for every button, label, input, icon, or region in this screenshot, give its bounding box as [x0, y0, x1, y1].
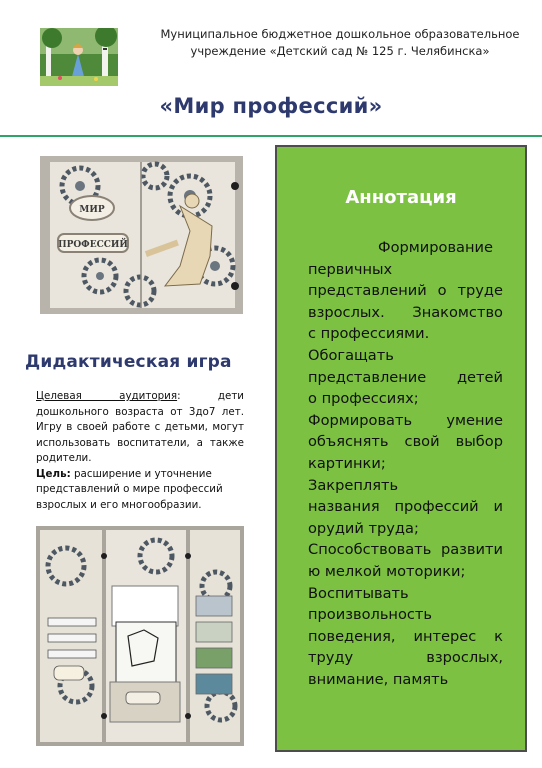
goal-paragraph: [36, 467, 244, 514]
annotation-line: внимание, память: [308, 670, 449, 688]
annotation-title: Аннотация: [345, 187, 457, 208]
annotation-line: взрослых. Знакомство: [308, 303, 503, 321]
annotation-line: представление детей: [308, 368, 503, 386]
game-open-photo: [36, 526, 244, 746]
annotation-line: картинки;: [308, 454, 386, 472]
game-description: [36, 389, 244, 513]
annotation-line: Способствовать развити: [308, 541, 503, 559]
annotation-line: орудий труда;: [308, 519, 419, 537]
cover-plate-text-2: ПРОФЕССИЙ: [58, 240, 128, 250]
annotation-line: Закреплять: [308, 476, 399, 494]
annotation-line: названия профессий и: [308, 498, 503, 516]
annotation-line: Формировать умение: [308, 411, 503, 429]
annotation-line: о профессиях;: [308, 390, 419, 408]
goal-text: расширение и уточнение представлений о мире профессий взрослых и его многообразии.: [36, 467, 223, 511]
annotation-line: труду взрослых,: [308, 649, 503, 667]
annotation-box: [275, 145, 527, 752]
cover-plate-text-1: МИР: [79, 205, 105, 215]
organization-line-2: учреждение «Детский сад № 125 г. Челябинска»: [190, 44, 490, 58]
game-heading: Дидактическая игра: [25, 352, 232, 372]
annotation-line: Обогащать: [308, 346, 394, 364]
audience-paragraph: [36, 389, 244, 467]
annotation-line: объяснять свой выбор: [308, 433, 503, 451]
annotation-line: произвольность: [308, 606, 433, 624]
audience-label: Целевая аудитория: [36, 390, 178, 402]
page-title: «Мир профессий»: [159, 94, 383, 118]
audience-text: : дети дошкольного возраста от 3до7 лет. Игру в своей работе с детьми, могут использовать воспитатели, а также родители.: [36, 390, 245, 464]
annotation-text: [308, 237, 503, 690]
game-cover-photo: [40, 156, 243, 314]
annotation-line: представлений о труде: [308, 282, 503, 300]
organization-line-1: Муниципальное бюджетное дошкольное образовательное: [160, 27, 520, 41]
annotation-line: Воспитывать: [308, 584, 409, 602]
annotation-line: с профессиями.: [308, 325, 430, 343]
annotation-line: первичных: [308, 260, 393, 278]
green-divider: [0, 135, 542, 137]
kindergarten-logo: [40, 28, 118, 86]
annotation-line: Формирование: [378, 239, 493, 256]
annotation-line: поведения, интерес к: [308, 627, 503, 645]
organization-name: [160, 26, 520, 60]
goal-label: Цель:: [36, 467, 71, 480]
annotation-line: ю мелкой моторики;: [308, 562, 466, 580]
